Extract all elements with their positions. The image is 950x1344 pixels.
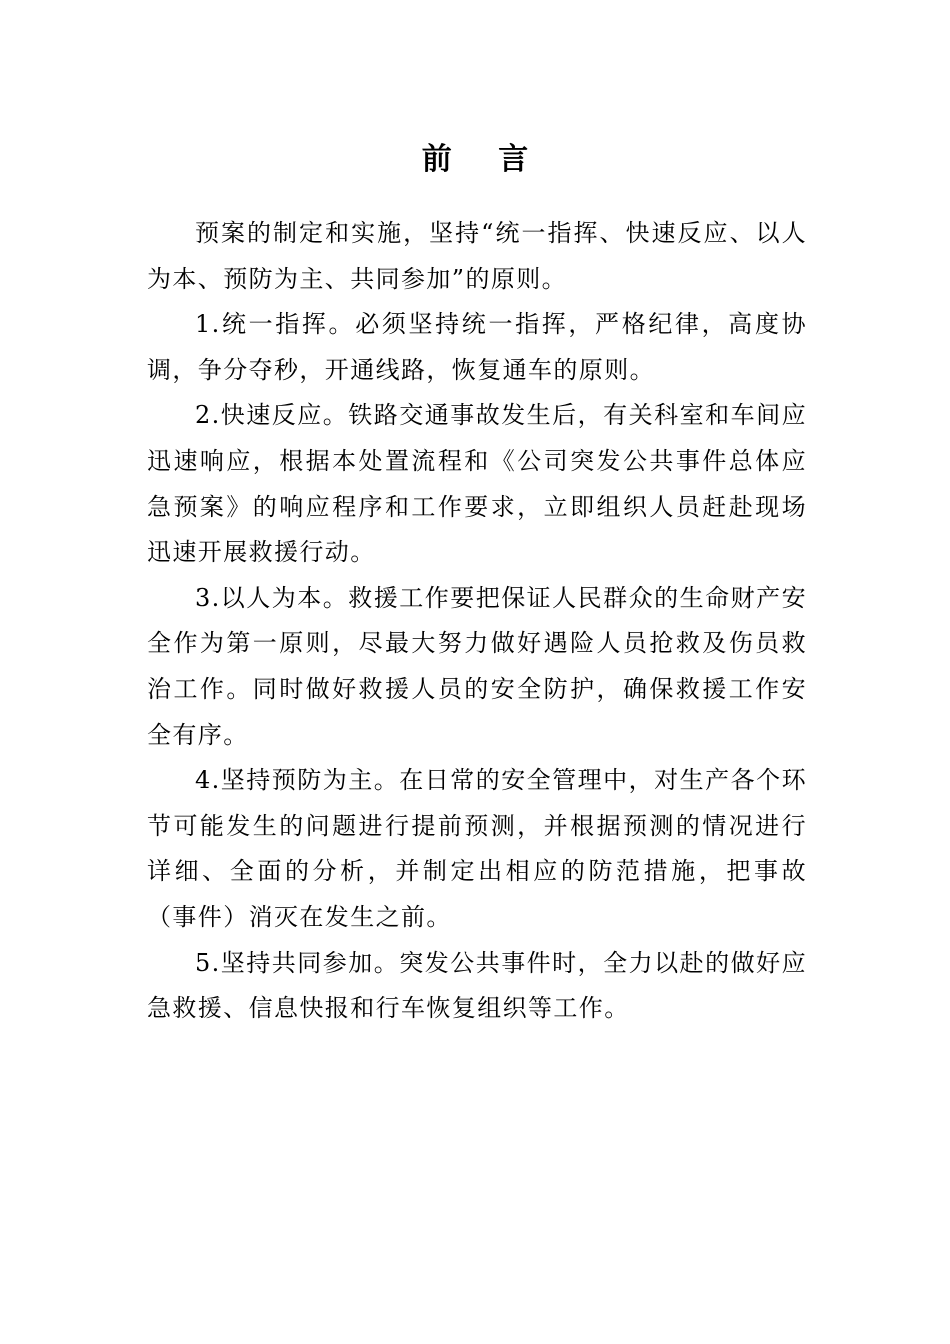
page-title: 前 言: [421, 142, 547, 178]
principle-rapid-response: 2.快速反应。铁路交通事故发生后，有关科室和车间应迅速响应，根据本处置流程和《公司突发公共事件总体应急预案》的响应程序和工作要求，立即组织人员赶赴现场迅速开展救援行动。: [147, 401, 807, 567]
document-body: [147, 211, 807, 1032]
principle-prevention-first: 4.坚持预防为主。在日常的安全管理中，对生产各个环节可能发生的问题进行提前预测，并根据预测的情况进行详细、全面的分析，并制定出相应的防范措施，把事故（事件）消灭在发生之前。: [147, 766, 807, 931]
principle-unified-command: 1.统一指挥。必须坚持统一指挥，严格纪律，高度协调，争分夺秒，开通线路，恢复通车的原则。: [147, 310, 807, 384]
intro-paragraph: 预案的制定和实施，坚持“统一指挥、快速反应、以人为本、预防为主、共同参加”的原则。: [147, 219, 807, 293]
principle-joint-participation: 5.坚持共同参加。突发公共事件时，全力以赴的做好应急救援、信息快报和行车恢复组织等工作。: [147, 948, 807, 1023]
principle-people-first: 3.以人为本。救援工作要把保证人民群众的生命财产安全作为第一原则，尽最大努力做好遇险人员抢救及伤员救治工作。同时做好救援人员的安全防护，确保救援工作安全有序。: [147, 583, 807, 749]
